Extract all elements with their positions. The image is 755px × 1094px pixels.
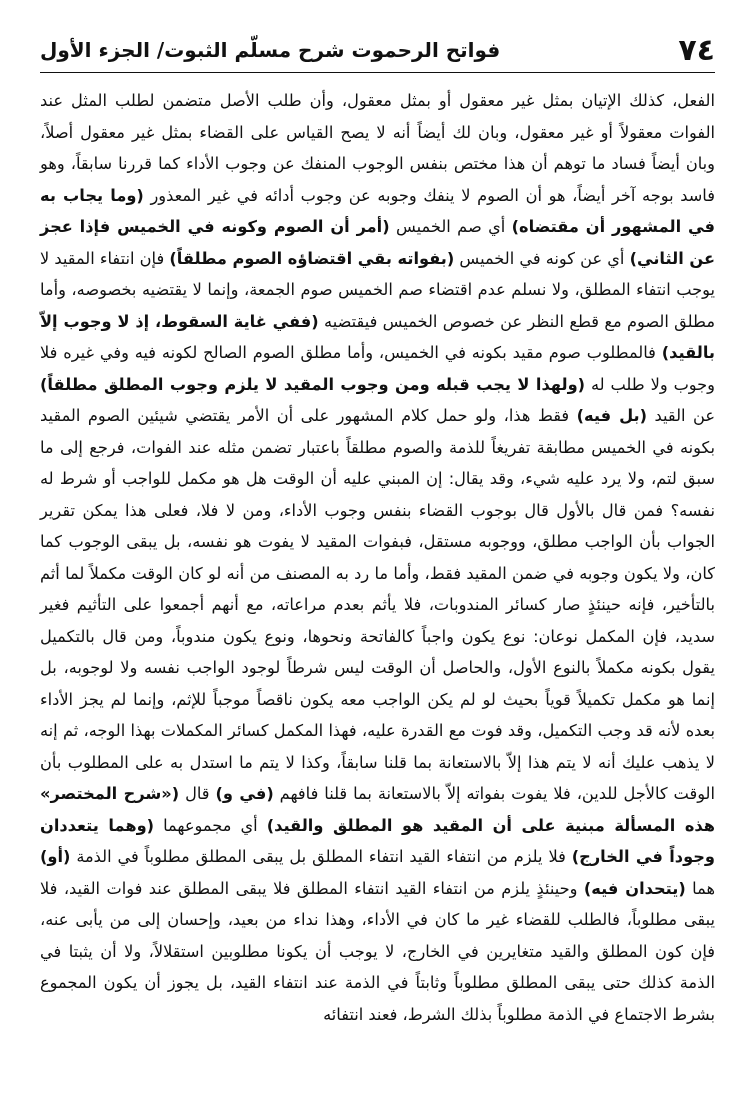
text-segment-bold: (أو) bbox=[40, 847, 71, 866]
body-text bbox=[40, 85, 715, 1085]
text-segment-bold: (وهما يتعددان وجوداً في الخارج) bbox=[40, 815, 715, 866]
running-title: فواتح الرحموت شرح مسلّم الثبوت/ الجزء الأول bbox=[40, 38, 501, 62]
header-rule bbox=[40, 72, 715, 73]
text-segment: عن القيد bbox=[647, 406, 715, 425]
text-segment: قال bbox=[179, 784, 216, 803]
text-segment: فإن انتفاء المقيد لا يوجب انتفاء المطلق، ولا نسلم عدم اقتضاء صم الخميس صوم الجمعة، وإنما لا يقتضيه بخصوصه، وأما مطلق الصوم مع قطع النظر عن خصوص الخميس فيقتضيه bbox=[40, 248, 715, 331]
text-segment: فالمطلوب صوم مقيد بكونه في الخميس، وأما مطلق الصوم الصالح لكونه فيه وفي غيره فلا وجوب ولا طلب له bbox=[40, 343, 715, 394]
text-segment: أي مجموعهما bbox=[154, 815, 267, 835]
text-segment: فلا يلزم من انتفاء القيد انتفاء المطلق بل يبقى المطلق مطلوباً في الذمة bbox=[70, 847, 572, 866]
text-segment-bold: (أمر أن الصوم وكونه في الخميس فإذا عجز عن الثاني) bbox=[40, 217, 716, 268]
body-paragraph bbox=[40, 85, 715, 1030]
text-segment-bold: (بل فيه) bbox=[576, 406, 647, 425]
text-segment: فقط هذا، ولو حمل كلام المشهور على أن الأمر يقتضي شيئين الصوم المقيد بكونه في الخميس مطابقة تفريغاً للذمة والصوم مطلقاً باعتبار تضمن مثله عند الفوات، فرجع إلى ما سبق لتم، ولا يرد عليه شيء، وقد يقال: إن المبني عليه أن الوقت هل هو مكمل للواجب أو شرط له نفسه؟ فمن قال بالأول قال بوجوب القضاء بنفس وجوب الأداء، ومن لا فلا، فعلى هذا يمكن تقرير الجواب بأن الواجب مطلق، ووجوبه مستقل، فبفوات المقيد لا يفوت هو نفسه، بل يبقى الوجوب كما كان، ولا يكون وجوبه في ضمن المقيد فقط، وأما ما رد به المصنف من أنه لو كان الوقت مكملاً لما أثم بالتأخير، فإنه حينئذٍ صار كسائر المندوبات، فلا يأثم بعدم مراعاته، مع أنهم أجمعوا على التأثيم فغير سديد، فإن المكمل نوعان: نوع يكون واجباً كالفاتحة ونحوها، ونوع يكون مندوباً، ومن قال بالتكميل يقول بكونه مكملاً بالنوع الأول، والحاصل أن الوقت ليس شرطاً لوجود الواجب نفسه ولا لوجوبه، بل إنما هو مكمل تكميلاً قوياً بحيث لو لم يكن الواجب معه يكون ناقصاً موجباً للإثم، وإنما لم يجز الأداء بعده لأنه قد وجب التكميل، وقد فوت مع القدرة عليه، فهذا المكمل كسائر المكملات بهذا الوجه، ثم إنه لا يذهب عليك أنه لا يتم هذا إلاّ بالاستعانة بما قلنا سابقاً، وكذا لا يتم ما استدل به على المطلوب بأن الوقت كالأجل للدين، فلا يفوت بفواته إلاّ بالاستعانة بما قلنا فافهم bbox=[40, 406, 715, 803]
text-segment-bold: (ففي غاية السقوط، إذ لا وجوب إلاّ بالقيد) bbox=[40, 311, 715, 362]
page-header bbox=[40, 30, 715, 70]
text-segment-bold: (في و) bbox=[215, 784, 274, 803]
text-segment-bold: (ولهذا لا يجب قبله ومن وجوب المقيد لا يلزم وجوب المطلق مطلقاً) bbox=[40, 374, 586, 394]
text-segment: وحينئذٍ يلزم من انتفاء القيد انتفاء المطلق فلا يبقى المطلق عند فوات القيد، فلا يبقى مطلوباً، فالطلب للقضاء غير ما كان في الأداء، وهذا نداء من بعيد، وإحسان إلى من يأبى عنه، فإن كون المطلق والقيد متغايرين في الخارج، لا يوجب أن يكونا مطلوبين استقلالاً، ولا أن يثبتا في الذمة كذلك حتى يبقى المطلق مطلوباً وثابتاً في الذمة عند انتفاء القيد، بل يجوز أن يكون المجموع بشرط الاجتماع في الذمة مطلوباً بذلك الشرط، فعند انتفائه bbox=[40, 878, 715, 1024]
page-number: ٧٤ bbox=[678, 32, 715, 68]
text-segment-bold: (وما يجاب به في المشهور أن مقتضاه) bbox=[40, 185, 715, 236]
text-segment: هما bbox=[685, 878, 715, 898]
text-segment-bold: («شرح المختصر» هذه المسألة مبنية على أن المقيد هو المطلق والقيد) bbox=[40, 784, 715, 835]
text-segment-bold: (يتحدان فيه) bbox=[583, 878, 686, 898]
text-segment-bold: (بفواته بقي اقتضاؤه الصوم مطلقاً) bbox=[169, 248, 455, 268]
text-segment: الفعل، كذلك الإتيان بمثل غير معقول أو بمثل معقول، وأن طلب الأصل متضمن لطلب المثل عند الفوات معقولاً أو غير معقول، وبان لك أيضاً أنه لا يصح القياس على القضاء بمثل غير معقول أصلاً، وبان أيضاً فساد ما توهم أن هذا مختص بنفس الوجوب المنفك عن وجوب الأداء كما قررنا سابقاً، وهو فاسد بوجه آخر أيضاً، هو أن الصوم لا ينفك وجوبه عن وجوب أدائه في غير المعذور bbox=[40, 91, 715, 205]
text-segment: أي عن كونه في الخميس bbox=[454, 248, 630, 268]
text-segment: أي صم الخميس bbox=[389, 217, 512, 236]
